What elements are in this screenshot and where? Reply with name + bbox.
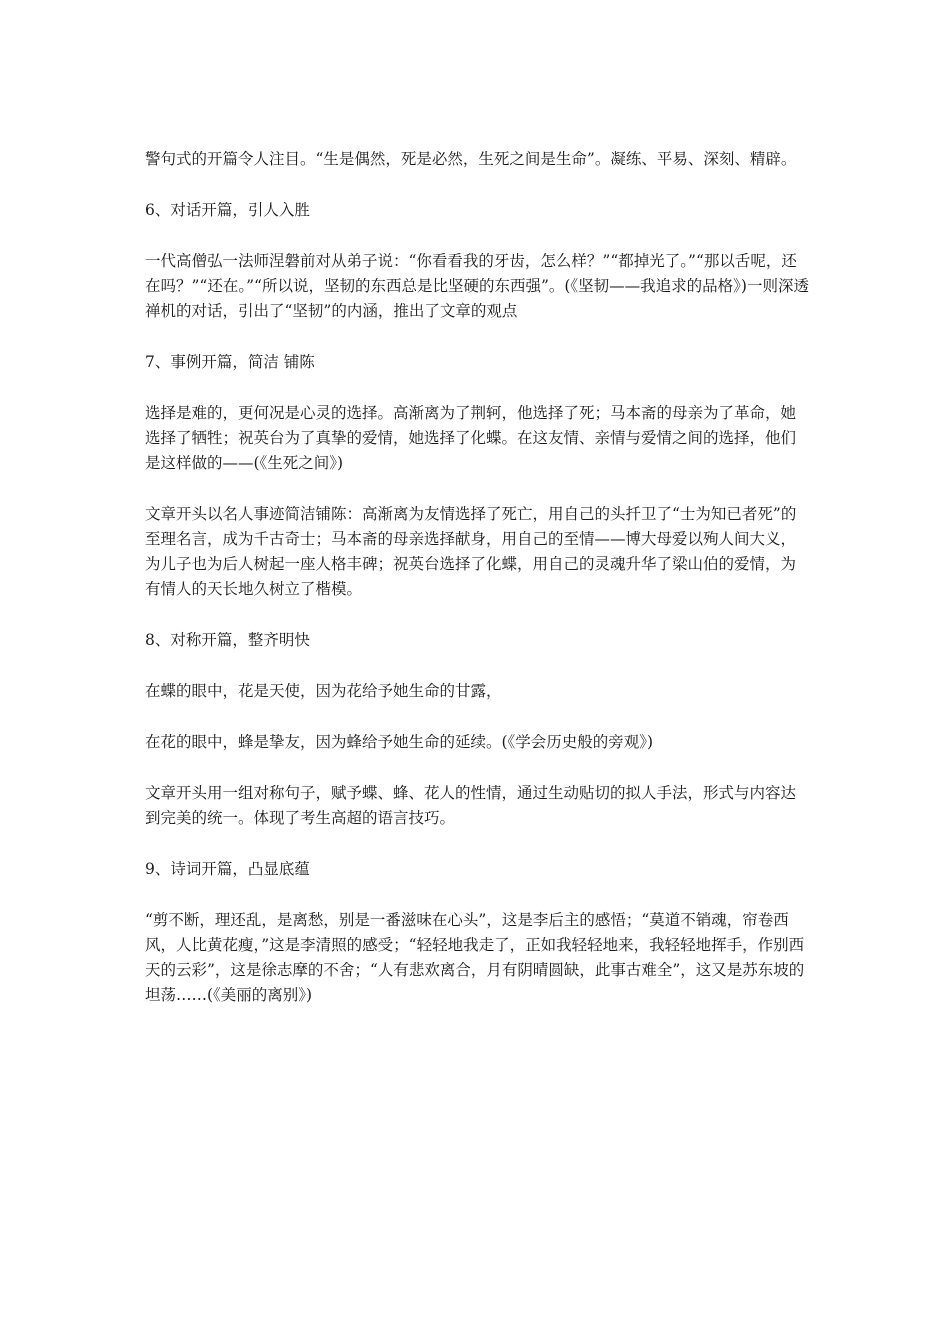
section-heading-examples: 7、事例开篇，简洁 铺陈 <box>145 353 315 371</box>
paragraph-choice-example: 选择是难的，更何况是心灵的选择。高渐离为了荆轲，他选择了死；马本斋的母亲为了革命，她选择了牺牲；祝英台为了真挚的爱情，她选择了化蝶。在这友情、亲情与爱情之间的选择，他们是这样做的——(《生死之间》) <box>145 404 797 472</box>
document-body <box>145 147 810 1034</box>
paragraph-choice-commentary: 文章开头以名人事迹简洁铺陈：高渐离为友情选择了死亡，用自己的头扦卫了“士为知已者死”的至理名言，成为千古奇士；马本斋的母亲选择献身，用自己的至情——博大母爱以殉人间大义，为儿子也为后人树起一座人格丰碑；祝英台选择了化蝶，用自己的灵魂升华了梁山伯的爱情，为有情人的天长地久树立了楷模。 <box>145 505 797 598</box>
paragraph-dialogue-example: 一代高僧弘一法师涅磐前对从弟子说：“你看看我的牙齿，怎么样？”“都掉光了。”“那以舌呢，还在吗？”“还在。”“所以说，坚韧的东西总是比坚硬的东西强”。(《坚韧——我追求的品格》)一则深透禅机的对话，引出了“坚韧”的内涵，推出了文章的观点 <box>145 252 809 320</box>
section-heading-symmetry: 8、对称开篇，整齐明快 <box>145 631 310 649</box>
paragraph-symmetry-commentary: 文章开头用一组对称句子，赋予蝶、蜂、花人的性情，通过生动贴切的拟人手法，形式与内容达到完美的统一。体现了考生高超的语言技巧。 <box>145 784 797 827</box>
paragraph-poetry-example: “剪不断，理还乱，是离愁，别是一番滋味在心头”，这是李后主的感悟；“莫道不销魂，帘卷西风，人比黄花瘦，”这是李清照的感受；“轻轻地我走了，正如我轻轻地来，我轻轻地挥手，作别西天的云彩”，这是徐志摩的不舍；“人有悲欢离合，月有阴晴圆缺，此事古难全”，这又是苏东坡的坦荡……(《美丽的离别》) <box>145 911 805 1004</box>
paragraph-symmetry-line-1: 在蝶的眼中，花是天使，因为花给予她生命的甘露， <box>145 682 502 700</box>
section-heading-poetry: 9、诗词开篇，凸显底蕴 <box>145 860 310 878</box>
section-heading-dialogue: 6、对话开篇，引人入胜 <box>145 201 310 219</box>
paragraph-warning-opening: 警句式的开篇令人注目。“生是偶然，死是必然，生死之间是生命”。凝练、平易、深刻、精辟。 <box>145 150 797 168</box>
paragraph-symmetry-line-2: 在花的眼中，蜂是挚友，因为蜂给予她生命的延续。(《学会历史般的旁观》) <box>145 733 654 751</box>
